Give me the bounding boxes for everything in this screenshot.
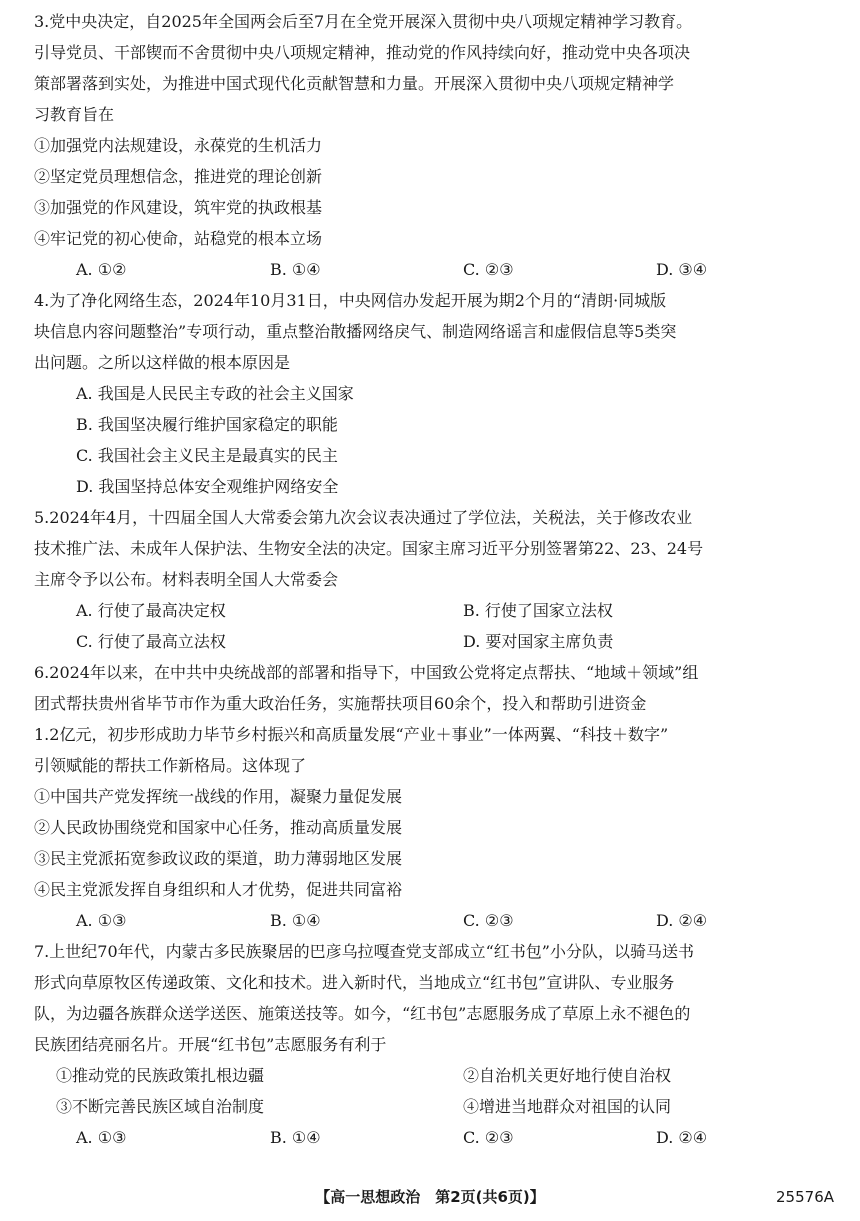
question-5-option-b: B. 行使了国家立法权 bbox=[463, 601, 613, 620]
question-6-stem-line-1: 6.2024年以来，在中共中央统战部的部署和指导下，中国致公党将定点帮扶、“地域＋领域”组 bbox=[34, 663, 699, 682]
question-7-option-c: C. ②③ bbox=[463, 1128, 514, 1147]
question-7-statement-4: ④增进当地群众对祖国的认同 bbox=[463, 1097, 672, 1116]
question-7-statements-row-1 bbox=[34, 1060, 834, 1091]
page-footer bbox=[0, 1182, 860, 1212]
question-3-option-b: B. ①④ bbox=[270, 260, 321, 279]
question-3-stem-line-2: 引导党员、干部锲而不舍贯彻中央八项规定精神，推动党的作风持续向好，推动党中央各项决 bbox=[34, 43, 691, 62]
question-6-statement-4: ④民主党派发挥自身组织和人才优势，促进共同富裕 bbox=[34, 880, 403, 899]
footer-exam-code: 25576A bbox=[776, 1188, 834, 1206]
question-3-statement-1: ①加强党内法规建设，永葆党的生机活力 bbox=[34, 136, 323, 155]
question-3-statement-2: ②坚定党员理想信念，推进党的理论创新 bbox=[34, 167, 323, 186]
question-4-option-b: B. 我国坚决履行维护国家稳定的职能 bbox=[76, 415, 338, 434]
question-5-option-a: A. 行使了最高决定权 bbox=[76, 601, 226, 620]
question-5 bbox=[34, 502, 834, 657]
question-4-stem-line-1: 4.为了净化网络生态，2024年10月31日，中央网信办发起开展为期2个月的“清朗·同城版 bbox=[34, 291, 667, 310]
question-6-statement-2: ②人民政协围绕党和国家中心任务，推动高质量发展 bbox=[34, 818, 403, 837]
question-3-option-c: C. ②③ bbox=[463, 260, 514, 279]
question-7-stem-line-2: 形式向草原牧区传递政策、文化和技术。进入新时代，当地成立“红书包”宣讲队、专业服务 bbox=[34, 973, 675, 992]
question-4-stem-line-3: 出问题。之所以这样做的根本原因是 bbox=[34, 353, 291, 372]
question-7-options bbox=[34, 1122, 834, 1153]
question-7-option-d: D. ②④ bbox=[656, 1128, 708, 1147]
question-7-stem-line-4: 民族团结亮丽名片。开展“红书包”志愿服务有利于 bbox=[34, 1035, 387, 1054]
question-7-statements-row-2 bbox=[34, 1091, 834, 1122]
question-6-option-b: B. ①④ bbox=[270, 911, 321, 930]
question-7-statement-2: ②自治机关更好地行使自治权 bbox=[463, 1066, 672, 1085]
question-5-option-c: C. 行使了最高立法权 bbox=[76, 632, 226, 651]
question-4-option-c: C. 我国社会主义民主是最真实的民主 bbox=[76, 446, 338, 465]
question-4-stem-line-2: 块信息内容问题整治”专项行动，重点整治散播网络戾气、制造网络谣言和虚假信息等5类突 bbox=[34, 322, 677, 341]
question-7-option-a: A. ①③ bbox=[76, 1128, 127, 1147]
question-3-stem-line-3: 策部署落到实处，为推进中国式现代化贡献智慧和力量。开展深入贯彻中央八项规定精神学 bbox=[34, 74, 675, 93]
question-3 bbox=[34, 6, 834, 285]
question-6-stem-line-2: 团式帮扶贵州省毕节市作为重大政治任务，实施帮扶项目60余个，投入和帮助引进资金 bbox=[34, 694, 647, 713]
question-5-stem-line-2: 技术推广法、未成年人保护法、生物安全法的决定。国家主席习近平分别签署第22、23、24号 bbox=[34, 539, 704, 558]
question-3-option-d: D. ③④ bbox=[656, 260, 708, 279]
question-5-options-row-2 bbox=[34, 626, 834, 657]
question-5-option-d: D. 要对国家主席负责 bbox=[463, 632, 614, 651]
question-6-statement-3: ③民主党派拓宽参政议政的渠道，助力薄弱地区发展 bbox=[34, 849, 403, 868]
question-4 bbox=[34, 285, 834, 502]
question-7-option-b: B. ①④ bbox=[270, 1128, 321, 1147]
question-6-statement-1: ①中国共产党发挥统一战线的作用，凝聚力量促发展 bbox=[34, 787, 403, 806]
question-6 bbox=[34, 657, 834, 936]
question-7 bbox=[34, 936, 834, 1153]
question-7-statement-1: ①推动党的民族政策扎根边疆 bbox=[56, 1066, 265, 1085]
question-6-stem-line-4: 引领赋能的帮扶工作新格局。这体现了 bbox=[34, 756, 307, 775]
question-6-option-a: A. ①③ bbox=[76, 911, 127, 930]
question-4-option-d: D. 我国坚持总体安全观维护网络安全 bbox=[76, 477, 339, 496]
question-7-stem-line-1: 7.上世纪70年代，内蒙古多民族聚居的巴彦乌拉嘎查党支部成立“红书包”小分队，以骑马送书 bbox=[34, 942, 694, 961]
question-6-option-d: D. ②④ bbox=[656, 911, 708, 930]
question-7-statement-3: ③不断完善民族区域自治制度 bbox=[56, 1097, 265, 1116]
question-6-option-c: C. ②③ bbox=[463, 911, 514, 930]
question-3-stem-line-4: 习教育旨在 bbox=[34, 105, 115, 124]
question-5-stem-line-1: 5.2024年4月，十四届全国人大常委会第九次会议表决通过了学位法，关税法，关于修改农业 bbox=[34, 508, 693, 527]
question-3-statement-3: ③加强党的作风建设，筑牢党的执政根基 bbox=[34, 198, 323, 217]
question-6-options bbox=[34, 905, 834, 936]
question-6-stem-line-3: 1.2亿元，初步形成助力毕节乡村振兴和高质量发展“产业＋事业”一体两翼、“科技＋数字” bbox=[34, 725, 669, 744]
question-3-statement-4: ④牢记党的初心使命，站稳党的根本立场 bbox=[34, 229, 323, 248]
question-3-options bbox=[34, 254, 834, 285]
question-4-option-a: A. 我国是人民民主专政的社会主义国家 bbox=[76, 384, 354, 403]
question-5-options-row-1 bbox=[34, 595, 834, 626]
question-7-stem-line-3: 队，为边疆各族群众送学送医、施策送技等。如今，“红书包”志愿服务成了草原上永不褪色的 bbox=[34, 1004, 691, 1023]
question-3-option-a: A. ①② bbox=[76, 260, 127, 279]
question-3-stem-line-1: 3.党中央决定，自2025年全国两会后至7月在全党开展深入贯彻中央八项规定精神学习教育。 bbox=[34, 12, 693, 31]
footer-page-label: 【高一思想政治 第2页(共6页)】 bbox=[315, 1188, 545, 1206]
question-5-stem-line-3: 主席令予以公布。材料表明全国人大常委会 bbox=[34, 570, 339, 589]
